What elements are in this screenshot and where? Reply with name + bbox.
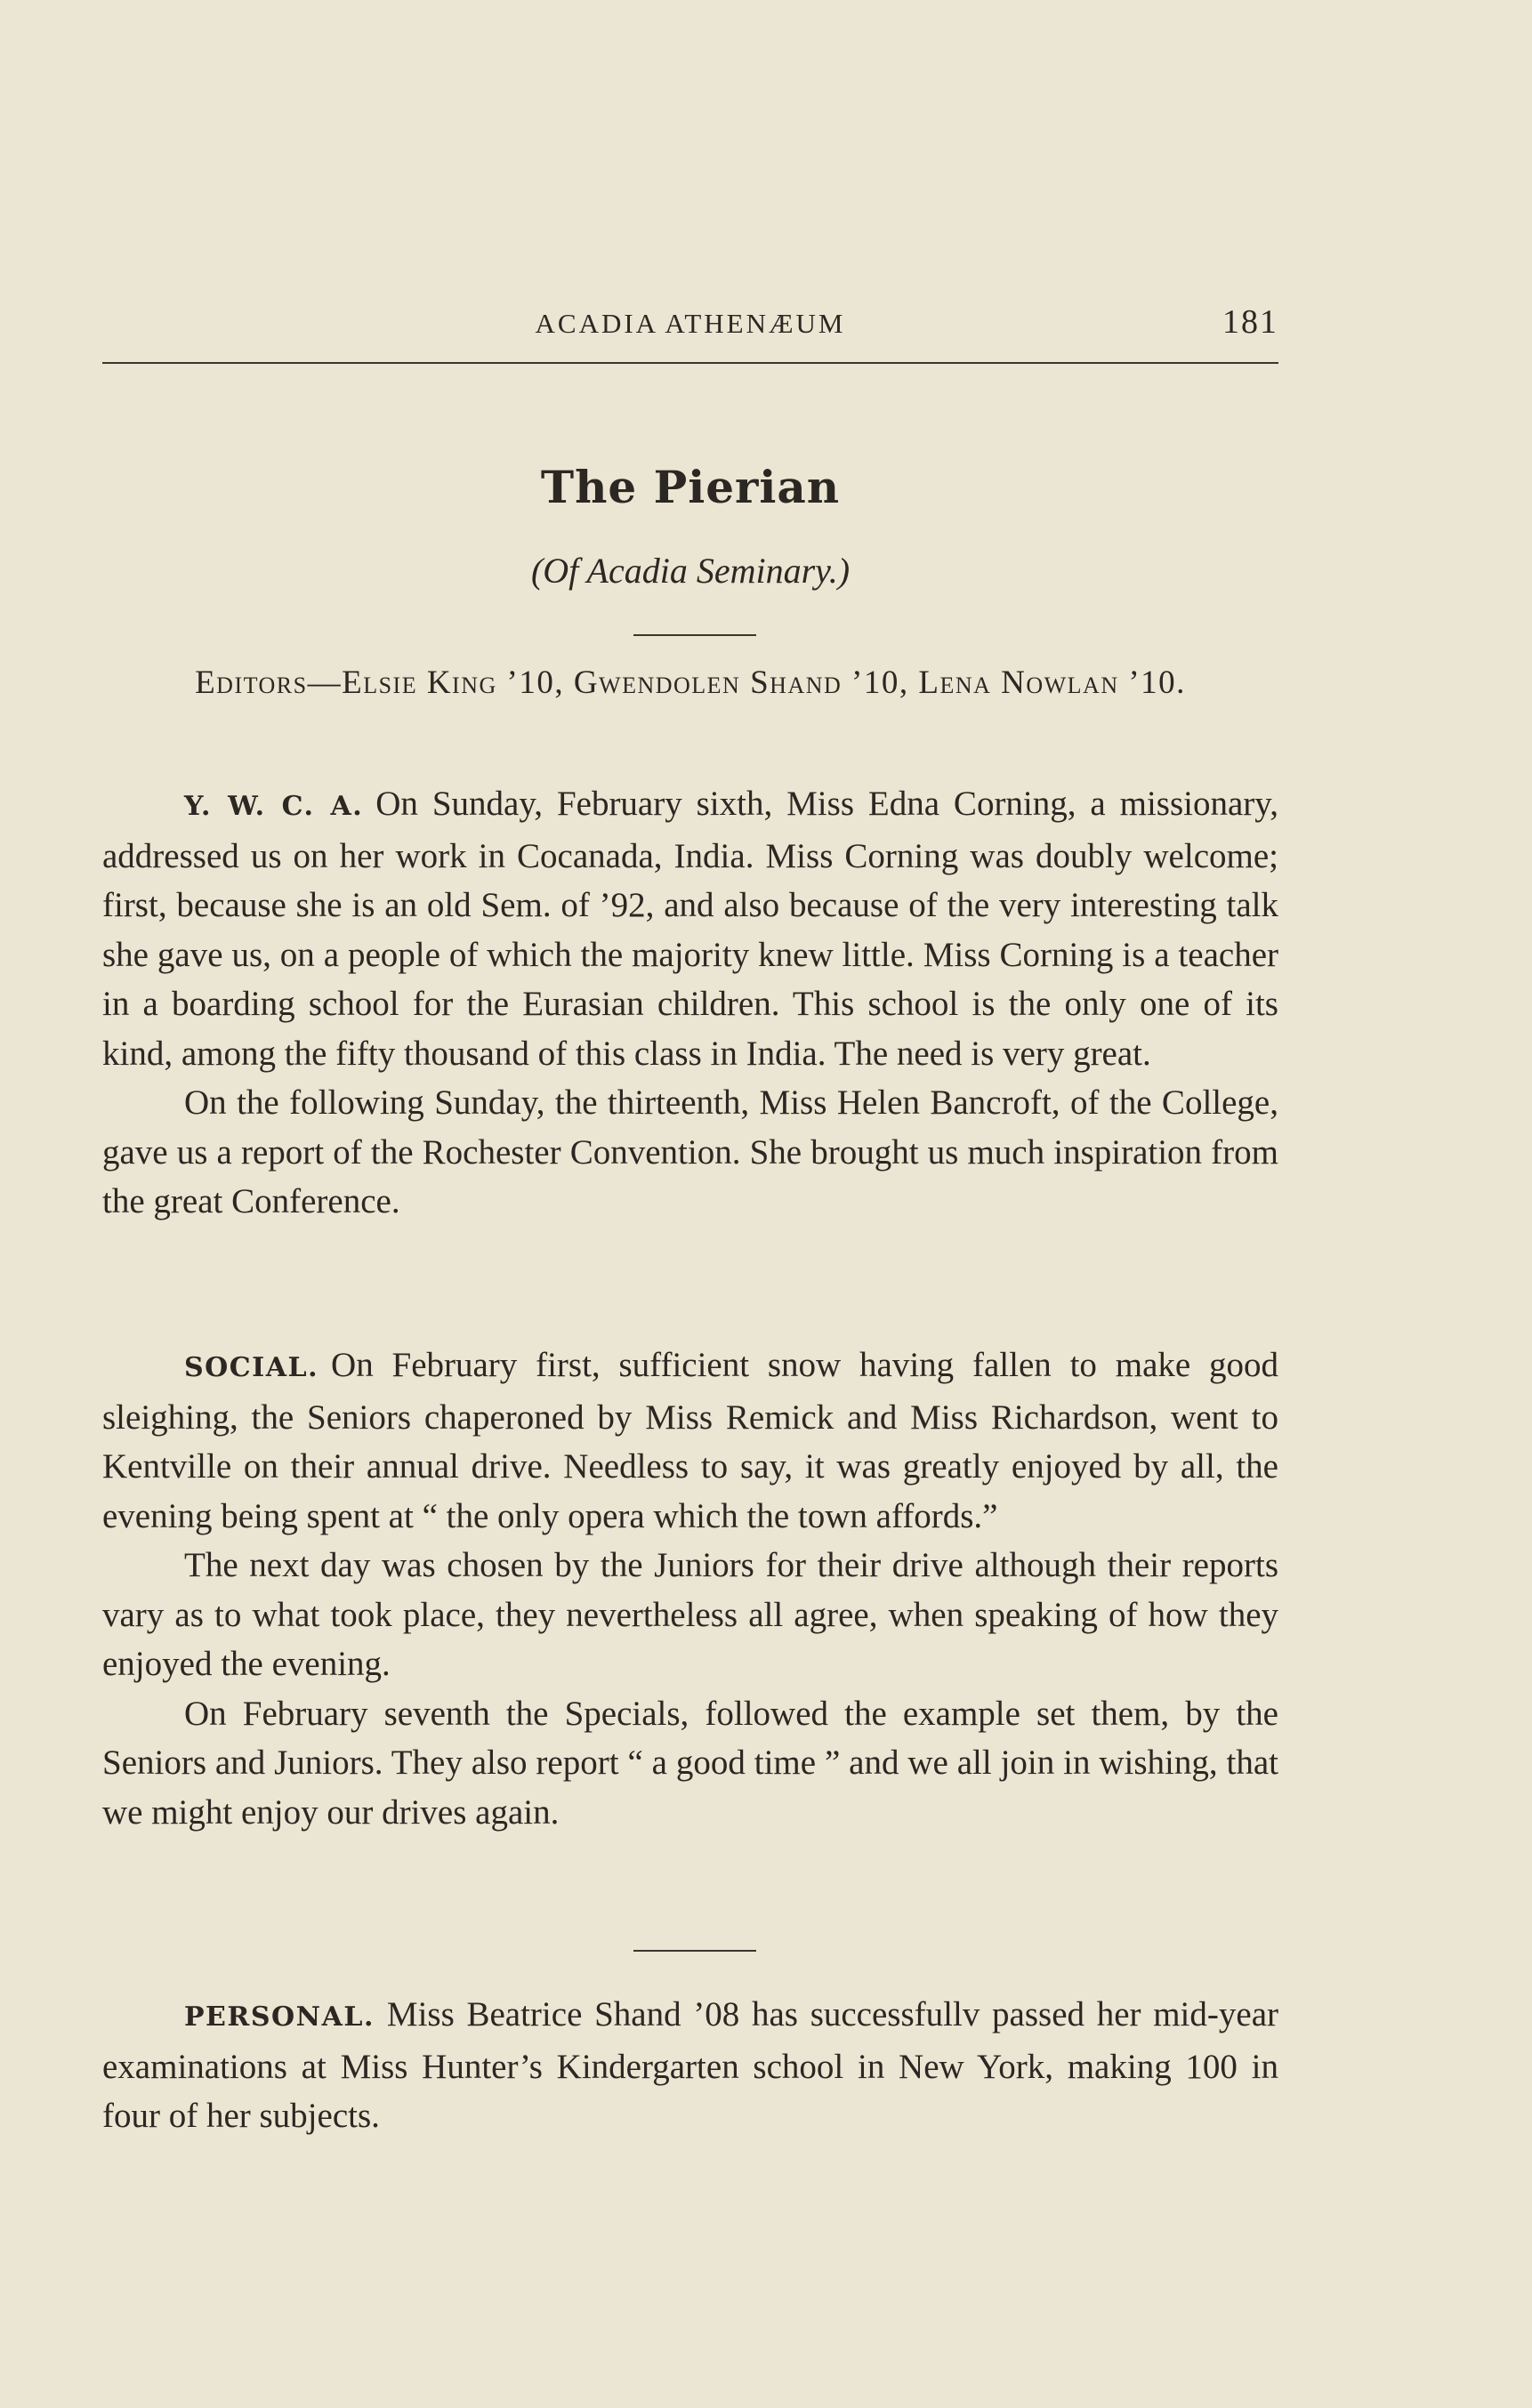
section-title: The Pierian: [540, 461, 841, 513]
header-rule: [102, 362, 1278, 364]
personal-paragraph-text: Miss Beatrice Shand ’08 has successfullv passed her mid-year examinations at Miss Hunter’s Kindergarten school in New York, making 100 in four of her subjects.: [102, 1995, 1278, 2135]
personal-section: [102, 1990, 1278, 2141]
editors-line: Editors—Elsie King ’10, Gwendolen Shand ’10, Lena Nowlan ’10.: [195, 664, 1186, 701]
divider-rule: [633, 1950, 756, 1952]
personal-heading: PERSONAL.: [184, 2001, 375, 2033]
section-subtitle: (Of Acadia Seminary.): [530, 551, 851, 591]
ywca-paragraph-text: On the following Sunday, the thirteenth, Miss Helen Bancroft, of the College, gave us a report of the Rochester Convention. She brought us much inspiration from the great Conference.: [102, 1083, 1278, 1220]
ywca-paragraph-text: On Sunday, February sixth, Miss Edna Corning, a missionary, addressed us on her work in Cocanada, India. Miss Corning was doubly welcome; first, because she is an old Sem. of ’92, and also because of the very interesting talk she gave us, on a people of which the majority knew little. Miss Corning is a teacher in a boarding school for the Eurasian children. This school is the only one of its kind, among the fifty thousand of this class in India. The need is very great.: [102, 785, 1278, 1073]
divider-rule: [633, 634, 756, 636]
social-section: [102, 1341, 1278, 1837]
social-paragraph-text: On February first, sufficient snow having fallen to make good sleighing, the Seniors chaperoned by Miss Remick and Miss Richardson, went to Kentville on their annual drive. Needless to say, it was greatly enjoyed by all, the evening being spent at “ the only opera which the town affords.”: [102, 1346, 1278, 1535]
ywca-heading: Y. W. C. A.: [184, 791, 364, 822]
page-number: 181: [1222, 303, 1278, 341]
social-paragraph-text: The next day was chosen by the Juniors for their drive although their reports vary as to what took place, they nevertheless all agree, when speaking of how they enjoyed the evening.: [102, 1546, 1278, 1683]
running-head: [102, 302, 1278, 347]
ywca-paragraph: [102, 779, 1278, 1078]
personal-paragraph: [102, 1990, 1278, 2141]
ywca-paragraph: [102, 1078, 1278, 1227]
social-paragraph-text: On February seventh the Specials, followed the example set them, by the Seniors and Juniors. They also report “ a good time ” and we all join in wishing, that we might enjoy our drives again.: [102, 1694, 1278, 1832]
social-paragraph: [102, 1341, 1278, 1541]
social-heading: SOCIAL.: [184, 1352, 319, 1383]
social-paragraph: [102, 1689, 1278, 1838]
running-title: ACADIA ATHENÆUM: [535, 308, 846, 339]
social-paragraph: [102, 1541, 1278, 1689]
ywca-section: [102, 779, 1278, 1227]
